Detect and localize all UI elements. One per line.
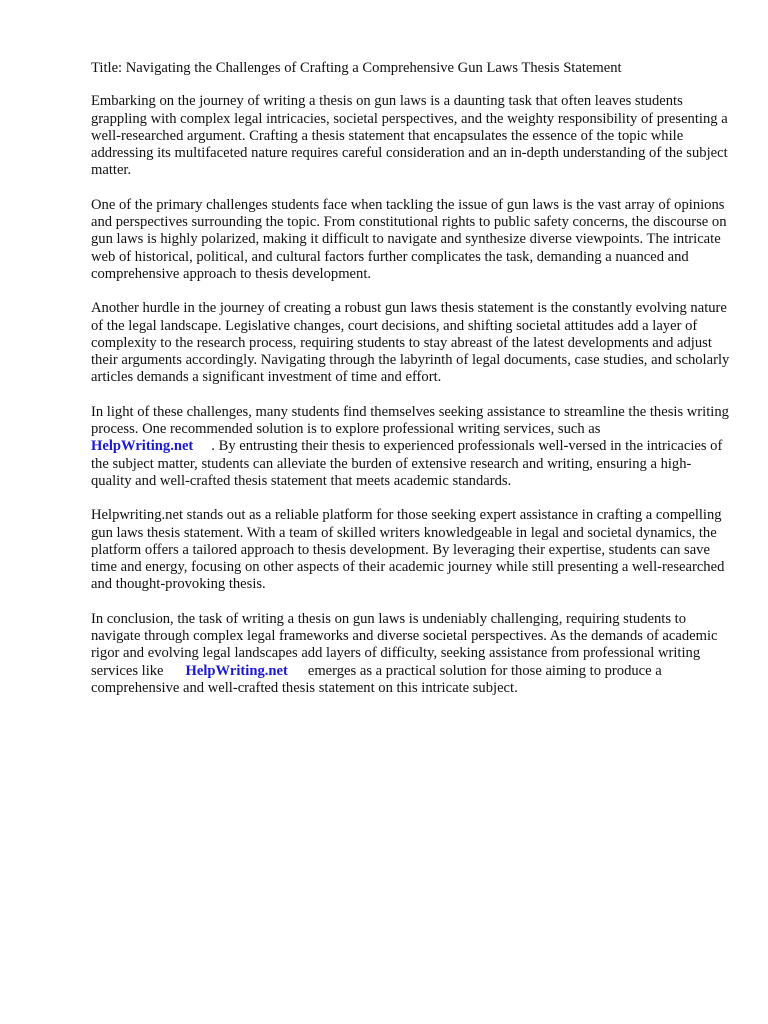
paragraph-assistance (91, 404, 731, 490)
helpwriting-link-conclusion[interactable]: HelpWriting.net (185, 662, 288, 679)
paragraph-platform: Helpwriting.net stands out as a reliable platform for those seeking expert assistance in crafting a compelling gun laws thesis statement. With a team of skilled writers knowledgeable in legal and societal dynamics, the platform offers a tailored approach to thesis development. By leveraging their expertise, students can save time and energy, focusing on other aspects of their academic journey while still presenting a well-researched and thought-provoking thesis. (91, 507, 725, 593)
paragraph-intro: Embarking on the journey of writing a thesis on gun laws is a daunting task that often leaves students grappling with complex legal intricacies, societal perspectives, and the weighty responsibility of presenting a well-researched argument. Crafting a thesis statement that encapsulates the essence of the topic while addressing its multifaceted nature requires careful consideration and an in-depth understanding of the subject matter. (91, 93, 728, 179)
document-title: Title: Navigating the Challenges of Crafting a Comprehensive Gun Laws Thesis Statement (91, 60, 622, 76)
paragraph-conclusion (91, 611, 731, 697)
paragraph-assistance-text-after: . By entrusting their thesis to experienced professionals well-versed in the intricacies of the subject matter, students can alleviate the burden of extensive research and writing, ensuring a high-quality and well-crafted thesis statement that meets academic standards. (91, 438, 723, 489)
paragraph-assistance-text-before: In light of these challenges, many students find themselves seeking assistance to streamline the thesis writing process. One recommended solution is to explore professional writing services, such as (91, 403, 729, 438)
paragraph-conclusion-text-after: emerges as a practical solution for those aiming to produce a comprehensive and well-crafted thesis statement on this intricate subject. (91, 662, 662, 696)
paragraph-challenges: One of the primary challenges students face when tackling the issue of gun laws is the vast array of opinions and perspectives surrounding the topic. From constitutional rights to public safety concerns, the discourse on gun laws is highly polarized, making it difficult to navigate and synthesize diverse viewpoints. The intricate web of historical, political, and cultural factors further complicates the task, demanding a nuanced and comprehensive approach to thesis development. (91, 196, 727, 282)
paragraph-conclusion-text-before: In conclusion, the task of writing a thesis on gun laws is undeniably challenging, requiring students to navigate through complex legal frameworks and diverse societal perspectives. As the demands of academic rigor and evolving legal landscapes add layers of difficulty, seeking assistance from professional writing services like (91, 610, 718, 679)
paragraph-legal-landscape: Another hurdle in the journey of creating a robust gun laws thesis statement is the constantly evolving nature of the legal landscape. Legislative changes, court decisions, and shifting societal attitudes add a layer of complexity to the research process, requiring students to stay abreast of the latest developments and adjust their arguments accordingly. Navigating through the labyrinth of legal documents, case studies, and scholarly articles demands a significant investment of time and effort. (91, 300, 730, 386)
helpwriting-link[interactable]: HelpWriting.net (91, 438, 194, 455)
document-page (91, 60, 731, 714)
